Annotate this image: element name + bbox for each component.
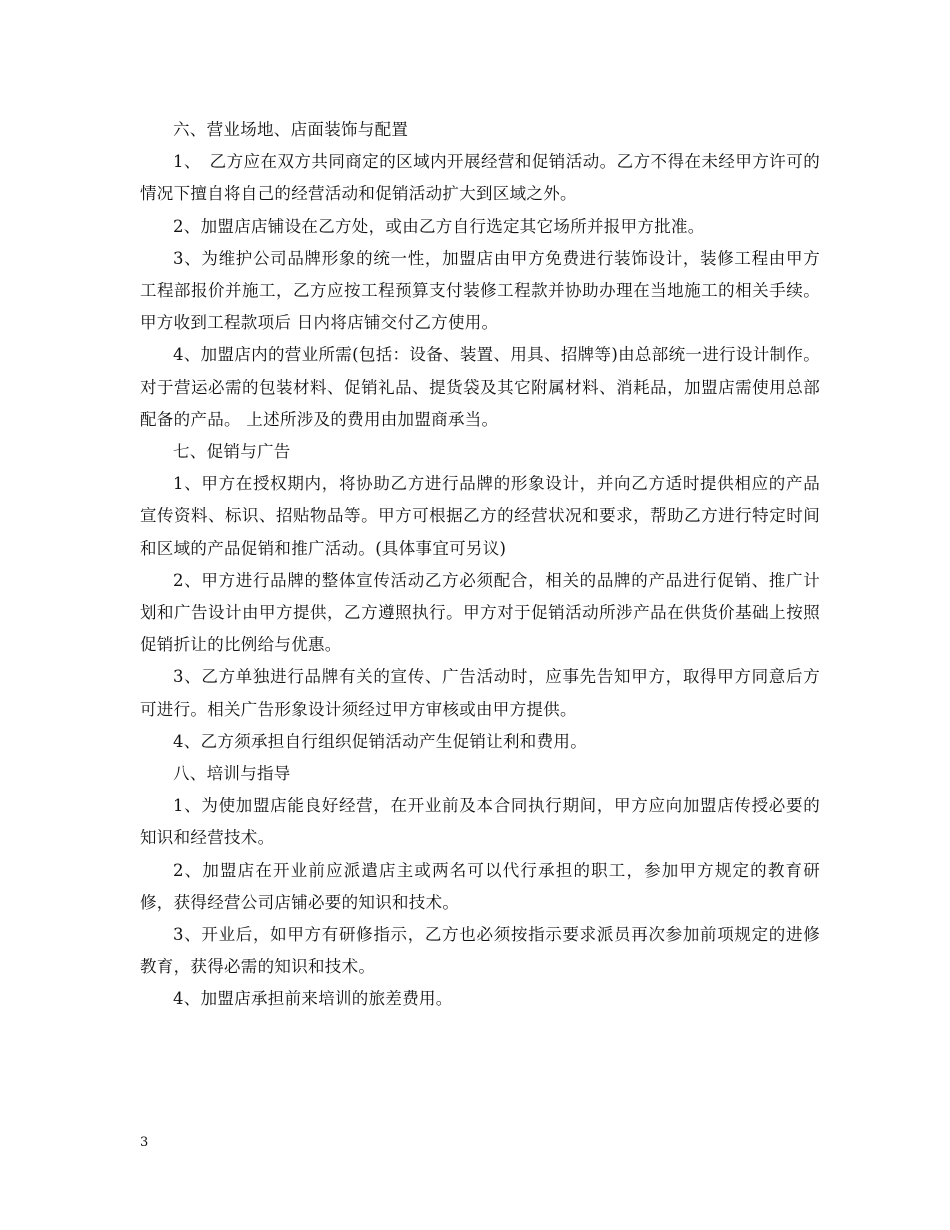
clause-7-4: 4、乙方须承担自行组织促销活动产生促销让利和费用。 xyxy=(173,731,587,751)
section-heading-promotion: 七、促销与广告 xyxy=(173,442,291,462)
clause-8-4: 4、加盟店承担前来培训的旅差费用。 xyxy=(173,989,453,1009)
clause-7-2: 2、甲方进行品牌的整体宣传活动乙方必须配合，相关的品牌的产品进行促销、推广计划和广告设计由甲方提供，乙方遵照执行。甲方对于促销活动所涉产品在供货价基础上按照促销折让的比例给与优惠。 xyxy=(140,570,820,655)
clause-6-1: 1、 乙方应在双方共同商定的区域内开展经营和促销活动。乙方不得在未经甲方许可的情况下擅自将自己的经营活动和促销活动扩大到区域之外。 xyxy=(140,152,820,204)
clause-8-3: 3、开业后，如甲方有研修指示，乙方也必须按指示要求派员再次参加前项规定的进修教育，获得必需的知识和技术。 xyxy=(140,925,820,977)
section-heading-premises: 六、营业场地、店面装饰与配置 xyxy=(173,120,409,139)
clause-6-2: 2、加盟店店铺设在乙方处，或由乙方自行选定其它场所并报甲方批准。 xyxy=(173,216,705,236)
section-heading-training: 八、培训与指导 xyxy=(173,764,291,784)
clause-7-1: 1、甲方在授权期内，将协助乙方进行品牌的形象设计，并向乙方适时提供相应的产品宣传资料、标识、招贴物品等。甲方可根据乙方的经营状况和要求，帮助乙方进行特定时间和区域的产品促销和推广活动。(具体事宜可另议) xyxy=(140,474,820,558)
page-number: 3 xyxy=(140,1135,149,1150)
clause-6-3: 3、为维护公司品牌形象的统一性，加盟店由甲方免费进行装饰设计，装修工程由甲方工程部报价并施工，乙方应按工程预算支付装修工程款并协助办理在当地施工的相关手续。甲方收到工程款项后 日内将店铺交付乙方使用。 xyxy=(140,248,820,333)
clause-8-2: 2、加盟店在开业前应派遣店主或两名可以代行承担的职工，参加甲方规定的教育研修，获得经营公司店铺必要的知识和技术。 xyxy=(140,860,820,912)
clause-8-1: 1、为使加盟店能良好经营，在开业前及本合同执行期间，甲方应向加盟店传授必要的知识和经营技术。 xyxy=(140,796,820,848)
clause-6-4: 4、加盟店内的营业所需(包括：设备、装置、用具、招牌等)由总部统一进行设计制作。对于营运必需的包装材料、促销礼品、提货袋及其它附属材料、消耗品，加盟店需使用总部配备的产品。 上述所涉及的费用由加盟商承当。 xyxy=(140,345,820,429)
document-body xyxy=(140,114,820,1016)
clause-7-3: 3、乙方单独进行品牌有关的宣传、广告活动时，应事先告知甲方，取得甲方同意后方可进行。相关广告形象设计须经过甲方审核或由甲方提供。 xyxy=(140,667,820,719)
